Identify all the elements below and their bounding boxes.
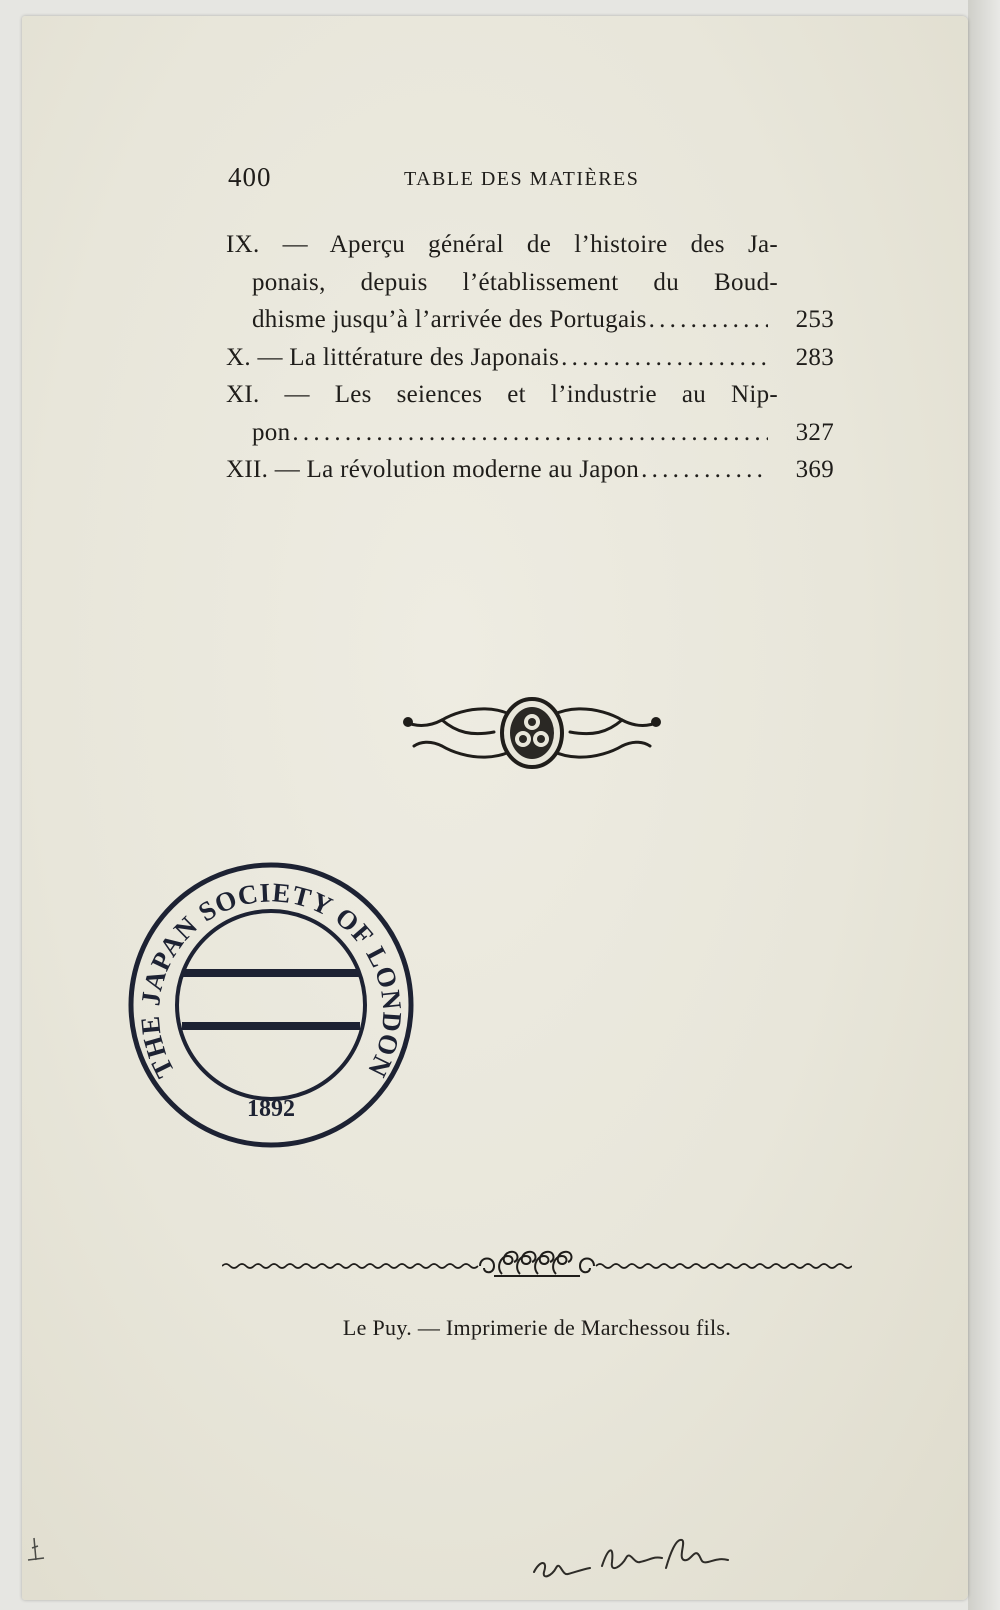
running-title: TABLE DES MATIÈRES (404, 168, 640, 190)
background-surface (968, 0, 1000, 1610)
printer-ornament-icon (402, 688, 662, 778)
toc-page-ref: 327 (795, 418, 834, 446)
toc-line: IX. — Aperçu général de l’histoire des Ja- (226, 231, 778, 258)
toc-line: XI. — Les seiences et l’industrie au Nip- (226, 381, 778, 408)
toc-final-line (226, 414, 854, 452)
handwritten-signature-icon (530, 1532, 740, 1592)
toc-final-line (226, 301, 854, 339)
dot-leader (649, 301, 768, 339)
toc-final-line (226, 339, 854, 377)
toc-page-ref: 369 (795, 456, 834, 483)
toc-entry-xii (226, 451, 854, 489)
page-header (228, 162, 848, 198)
decorative-divider-icon (222, 1248, 852, 1284)
toc-line: pon (252, 418, 291, 446)
toc-line: X. — La littérature des Japonais (226, 343, 560, 371)
toc-page-ref: 283 (795, 343, 834, 371)
toc-page-ref: 253 (795, 306, 834, 333)
toc-line: XII. — La révolution moderne au Japon (226, 456, 640, 483)
dot-leader (641, 451, 768, 489)
toc-final-line (226, 451, 854, 489)
dot-leader (561, 339, 768, 377)
toc-entry-xi (226, 376, 854, 451)
pencil-mark-icon (24, 1530, 64, 1570)
toc-line: ponais, depuis l’établissement du Boud- (252, 268, 778, 296)
library-stamp (126, 860, 416, 1150)
dot-leader (292, 414, 768, 452)
toc-entry-ix (226, 226, 854, 339)
svg-text:THE JAPAN SOCIETY OF LONDON (135, 877, 408, 1082)
toc-entry-x (226, 339, 854, 377)
stamp-text: THE JAPAN SOCIETY OF LONDON (134, 877, 408, 1083)
toc-line: dhisme jusqu’à l’arrivée des Portugais (252, 306, 647, 333)
stamp-year: 1892 (247, 1096, 295, 1122)
page-number: 400 (228, 162, 272, 192)
table-of-contents (226, 226, 854, 489)
printer-imprint: Le Puy. — Imprimerie de Marchessou fils. (342, 1315, 732, 1340)
